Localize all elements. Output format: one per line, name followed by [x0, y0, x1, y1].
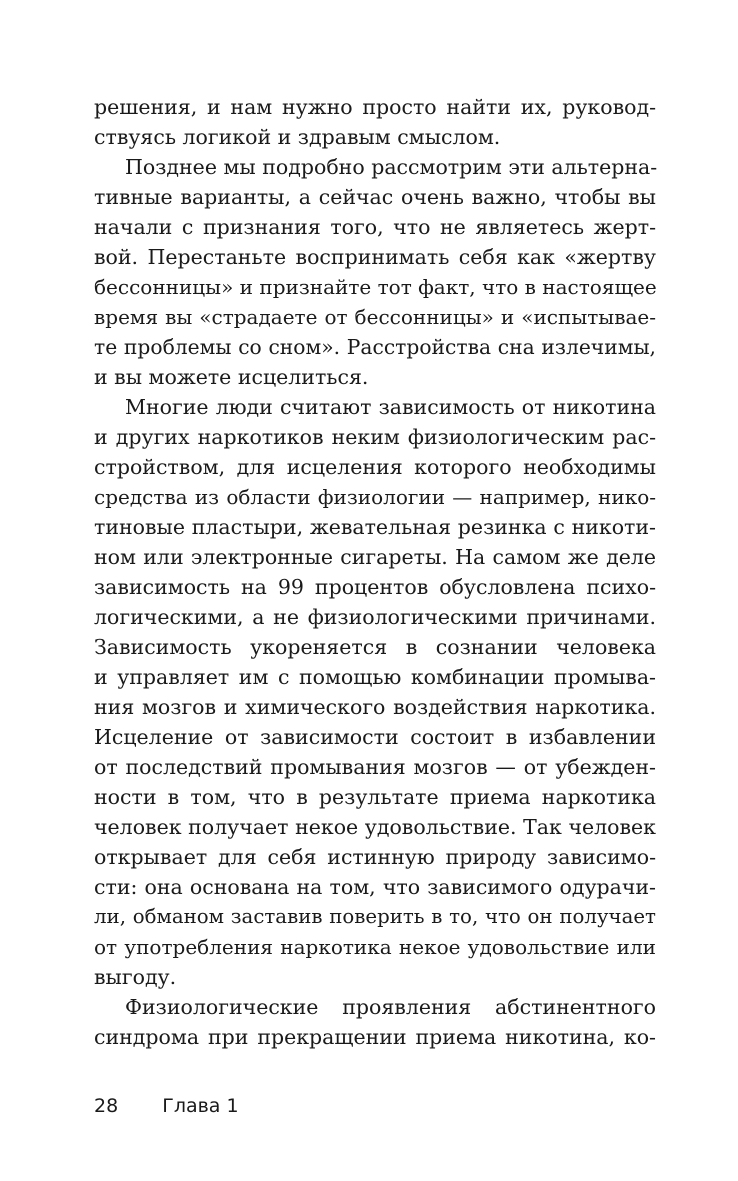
text-line: тивные варианты, а сейчас очень важно, чтобы вы [94, 185, 656, 209]
text-line: сти: она основана на том, что зависимого одурачи- [94, 875, 656, 899]
text-line: вой. Перестаньте воспринимать себя как «жертву [94, 245, 656, 269]
text-line: от употребления наркотика некое удовольствие или [94, 935, 656, 959]
text-line: средства из области физиологии — например, нико- [94, 485, 656, 509]
text-line: и управляет им с помощью комбинации промыва- [94, 665, 656, 689]
text-line: ствуясь логикой и здравым смыслом. [94, 125, 501, 149]
page-number: 28 [94, 1095, 119, 1117]
text-line: от последствий промывания мозгов — от убежден- [94, 755, 656, 779]
text-line: открывает для себя истинную природу зависимо- [94, 845, 656, 869]
text-line: Физиологические проявления абстинентного [125, 995, 656, 1019]
text-line: стройством, для исцеления которого необходимы [94, 455, 656, 479]
text-line: синдрома при прекращении приема никотина, ко- [94, 1025, 656, 1049]
text-line: решения, и нам нужно просто найти их, руковод- [94, 95, 656, 119]
page-footer [94, 1093, 239, 1119]
body-text [94, 92, 656, 1052]
chapter-label: Глава 1 [162, 1095, 239, 1117]
text-line: и вы можете исцелиться. [94, 365, 369, 389]
text-line: Исцеление от зависимости состоит в избавлении [94, 725, 656, 749]
text-line: логическими, а не физиологическими причинами. [94, 605, 656, 629]
text-line: выгоду. [94, 965, 177, 989]
text-line: ном или электронные сигареты. На самом же деле [94, 545, 656, 569]
text-line: время вы «страдаете от бессонницы» и «испытывае- [94, 305, 656, 329]
text-line: начали с признания того, что не являетесь жерт- [94, 215, 656, 239]
text-line: человек получает некое удовольствие. Так человек [94, 815, 656, 839]
text-line: бессонницы» и признайте тот факт, что в настоящее [94, 275, 657, 299]
text-line: ности в том, что в результате приема наркотика [94, 785, 656, 809]
text-line: ния мозгов и химического воздействия наркотика. [94, 695, 656, 719]
text-line: Позднее мы подробно рассмотрим эти альтерна- [125, 155, 658, 179]
text-line: и других наркотиков неким физиологическим рас- [94, 425, 656, 449]
text-line: ли, обманом заставив поверить в то, что он получает [94, 905, 656, 928]
text-line: тиновые пластыри, жевательная резинка с никоти- [94, 515, 656, 539]
text-line: Многие люди считают зависимость от никотина [125, 395, 656, 419]
text-line: зависимость на 99 процентов обусловлена психо- [94, 575, 656, 599]
text-line: те проблемы со сном». Расстройства сна излечимы, [94, 335, 656, 359]
text-line: Зависимость укореняется в сознании человека [94, 635, 656, 659]
